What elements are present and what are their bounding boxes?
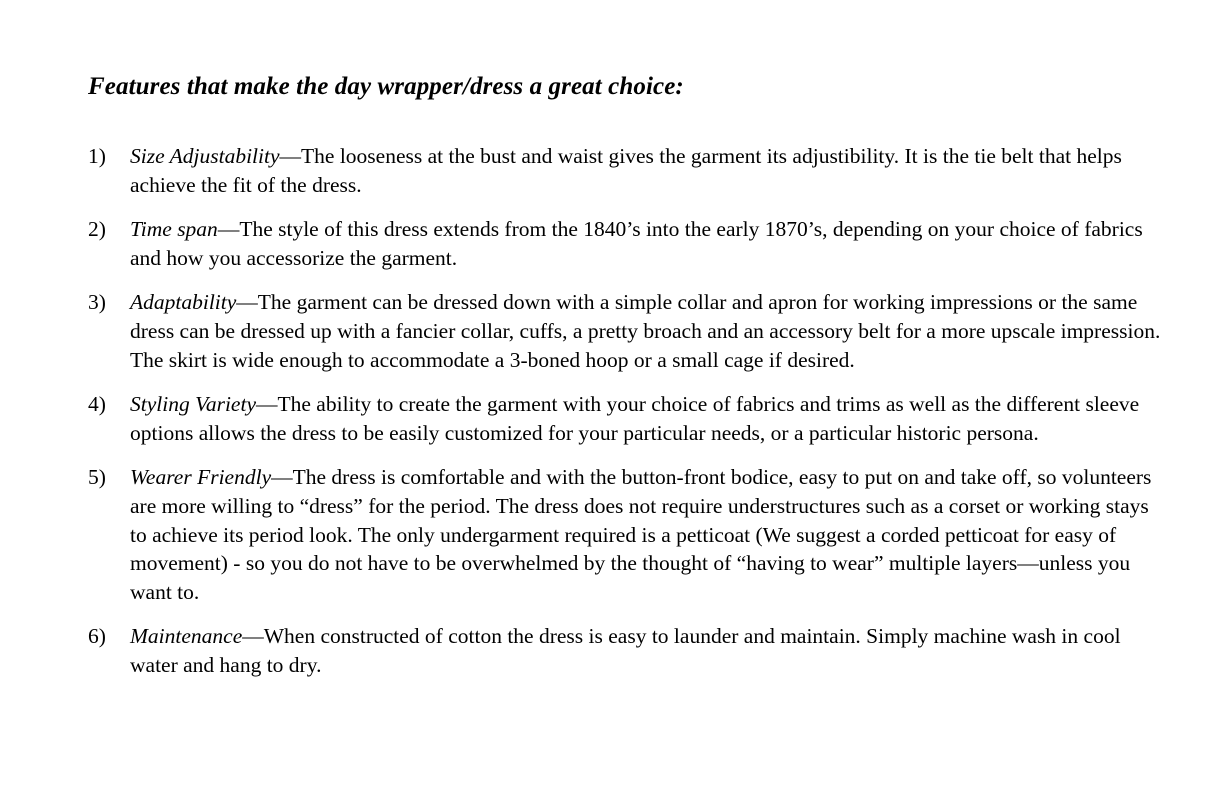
list-item-body bbox=[130, 215, 1170, 272]
list-item-term: Styling Variety bbox=[130, 392, 256, 417]
list-item-text: —The style of this dress extends from the 1840’s into the early 1870’s, depending on your choice of fabrics and how you accessorize the garment. bbox=[130, 217, 1143, 270]
list-item bbox=[88, 463, 1170, 606]
list-item bbox=[88, 622, 1170, 679]
list-item-term: Maintenance bbox=[130, 624, 243, 649]
list-item-term: Adaptability bbox=[130, 290, 237, 315]
list-item-text: —The garment can be dressed down with a simple collar and apron for working impressions or the same dress can be dressed up with a fancier collar, cuffs, a pretty broach and an accessory belt for a more upscale impression. The skirt is wide enough to accommodate a 3-boned hoop or a small cage if desired. bbox=[130, 290, 1161, 372]
list-item-body bbox=[130, 288, 1170, 374]
list-item bbox=[88, 390, 1170, 447]
list-item bbox=[88, 142, 1170, 199]
list-item-marker: 2) bbox=[88, 217, 106, 242]
list-item bbox=[88, 288, 1170, 374]
page-title: Features that make the day wrapper/dress a great choice: bbox=[88, 73, 684, 100]
list-item-marker: 1) bbox=[88, 144, 106, 168]
list-item-marker: 5) bbox=[88, 465, 106, 490]
features-list bbox=[88, 142, 1170, 680]
list-item-text: —The dress is comfortable and with the button-front bodice, easy to put on and take off, so volunteers are more willing to “dress” for the period. The dress does not require understructures such as a corset or working stays to achieve its period look. The only undergarment required is a petticoat (We suggest a corded petticoat for easy of movement) - so you do not have to be overwhelmed by the thought of “having to wear” multiple layers—unless you want to. bbox=[130, 465, 1152, 604]
list-item-body bbox=[130, 390, 1170, 447]
list-item-text: —When constructed of cotton the dress is easy to launder and maintain. Simply machine wash in cool water and hang to dry. bbox=[130, 624, 1121, 677]
list-item-text: —The looseness at the bust and waist gives the garment its adjustibility. It is the tie belt that helps achieve the fit of the dress. bbox=[130, 144, 1122, 197]
list-item-marker: 6) bbox=[88, 624, 106, 649]
list-item-marker: 3) bbox=[88, 290, 106, 315]
list-item-body bbox=[130, 622, 1170, 679]
list-item-term: Time span bbox=[130, 217, 218, 242]
list-item-body bbox=[130, 463, 1170, 606]
list-item-term: Wearer Friendly bbox=[130, 465, 272, 490]
list-item-text: —The ability to create the garment with your choice of fabrics and trims as well as the different sleeve options allows the dress to be easily customized for your particular needs, or a particular historic persona. bbox=[130, 392, 1140, 445]
list-item bbox=[88, 215, 1170, 272]
list-item-marker: 4) bbox=[88, 392, 106, 417]
list-item-term: Size Adjustability bbox=[130, 144, 280, 168]
list-item-body bbox=[130, 142, 1170, 199]
